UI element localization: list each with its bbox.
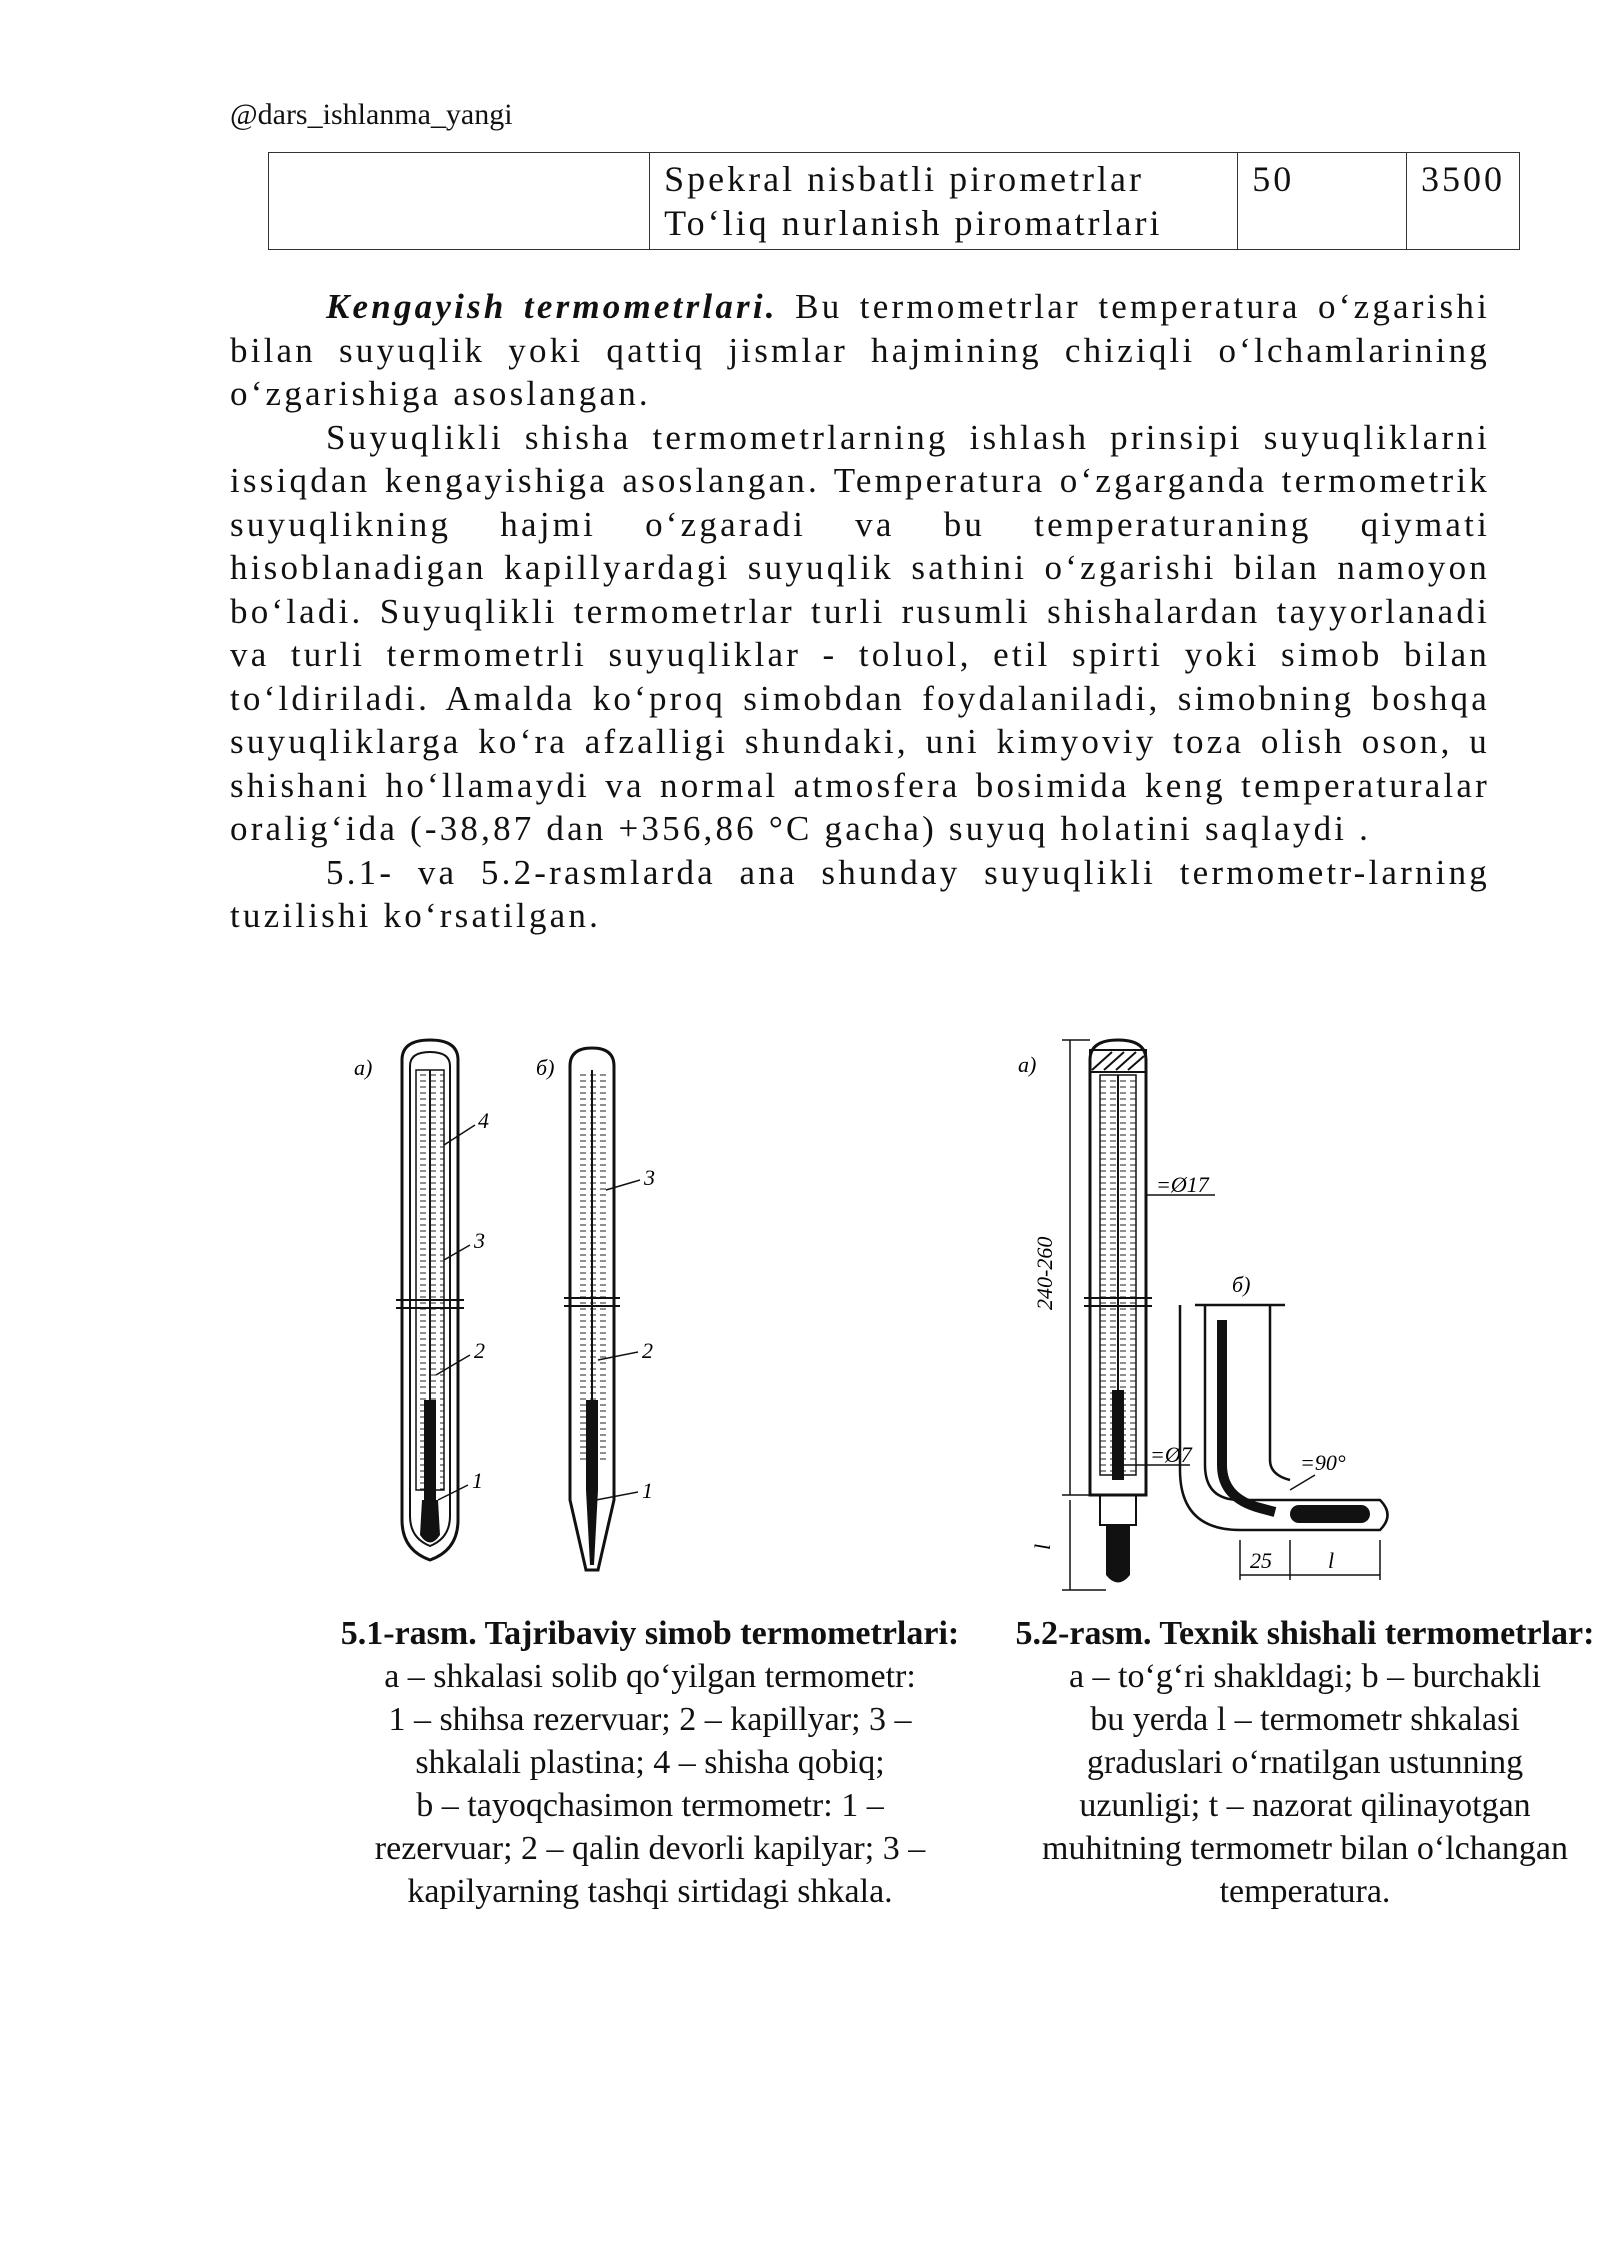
caption-line: muhitning termometr bilan o‘lchangan [1042,1830,1568,1867]
label-4: 4 [478,1108,489,1133]
paragraph-lead: Kengayish termometrlari. [326,287,778,326]
label-25: 25 [1250,1548,1272,1573]
caption-line: uzunligi; t – nazorat qilinayotgan [1079,1787,1531,1824]
label-a: а) [354,1055,373,1080]
label-length: 240-260 [1032,1236,1057,1310]
label-angle: =90° [1300,1450,1346,1475]
table-cell-line: To‘liq nurlanish piromatrlari [664,203,1163,243]
label-3b: 3 [644,1165,655,1190]
thermometer-b [564,1048,640,1570]
label-a: а) [1018,1052,1037,1077]
label-2: 2 [474,1338,485,1363]
table-cell-line: Spekral nisbatli pirometrlar [664,159,1145,199]
caption-line: a – shkalasi solib qo‘yilgan termometr: [384,1658,916,1695]
caption-line: rezervuar; 2 – qalin devorli kapilyar; 3 – [374,1830,926,1867]
caption-line: a – to‘g‘ri shakldagi; b – burchakli [1068,1658,1542,1695]
label-l: l [1030,1543,1055,1550]
caption-line: bu yerda l – termometr shkalasi [1090,1701,1520,1738]
figure-5-1-drawing [340,1030,700,1590]
watermark: @dars_ishlanma_yangi [230,98,513,131]
label-1b: 1 [642,1478,653,1503]
paragraph: 5.1- va 5.2-rasmlarda ana shunday suyuqlikli termometr-larning tuzilishi ko‘rsatilgan. [230,852,1490,935]
label-1: 1 [472,1468,483,1493]
table-cell [650,153,1238,250]
caption-line: b – tayoqchasimon termometr: 1 – [416,1787,884,1824]
caption-line: shkalali plastina; 4 – shisha qobiq; [415,1744,885,1781]
label-3: 3 [474,1228,485,1253]
paragraph-text: Bu termometrlar temperatura o‘zgarishi bilan suyuqlik yoki qattiq jismlar hajmining chiziqli o‘lchamlarining o‘zgarishiga asoslangan. [230,287,1491,413]
paragraph: Suyuqlikli shisha termometrlarning ishlash prinsipi suyuqliklarni issiqdan kengayishiga asoslangan. Temperatura o‘zgarganda termometrik suyuqlikning hajmi o‘zgaradi va bu temperaturaning qiymati hisoblanadigan kapillyardagi suyuqlik sathini o‘zgarishi bilan namoyon bo‘ladi. Suyuqlikli termometrlar turli rusumli shishalardan tayyorlanadi va turli termometrli suyuqliklar - toluol, etil spirti yoki simob bilan to‘ldiriladi. Amalda ko‘proq simobdan foydalaniladi, simobning boshqa suyuqliklarga ko‘ra afzalligi shundaki, uni kimyoviy toza olish oson, u shishani ho‘llamaydi va normal atmosfera bosimida keng temperaturalar oralig‘ida (-38,87 dan +356,86 °C gacha) suyuq holatini saqlaydi . [230,417,1490,848]
caption-line: graduslari o‘rnatilgan ustunning [1086,1744,1524,1781]
label-2b: 2 [642,1338,653,1363]
table-row [269,153,1520,250]
table-cell: 50 [1238,153,1407,250]
caption-line: temperatura. [1219,1873,1391,1910]
thermometer-a [396,1040,475,1560]
caption-title: 5.2-rasm. Texnik shishali termometrlar: [1015,1615,1595,1652]
table-cell: 3500 [1407,153,1520,250]
thermometer-angled [1180,1305,1388,1580]
label-diameter-7: =Ø7 [1150,1442,1192,1467]
label-b: б) [536,1055,555,1080]
thermometer-straight [1062,1040,1215,1590]
caption-line: 1 – shihsa rezervuar; 2 – kapillyar; 3 – [388,1701,912,1738]
figure-5-1-caption [330,1612,970,1913]
body-text [230,285,1490,938]
table-cell [269,153,650,250]
paragraph [230,285,1490,416]
figure-5-2-caption [1000,1612,1600,1913]
pyrometer-table [268,152,1520,250]
figure-5-2-drawing [1000,1030,1420,1600]
label-l2: l [1328,1548,1335,1573]
caption-title: 5.1-rasm. Tajribaviy simob termometrlari: [340,1615,960,1652]
caption-line: kapilyarning tashqi sirtidagi shkala. [407,1873,893,1910]
label-diameter-17: =Ø17 [1156,1172,1209,1197]
label-b: б) [1232,1272,1251,1297]
